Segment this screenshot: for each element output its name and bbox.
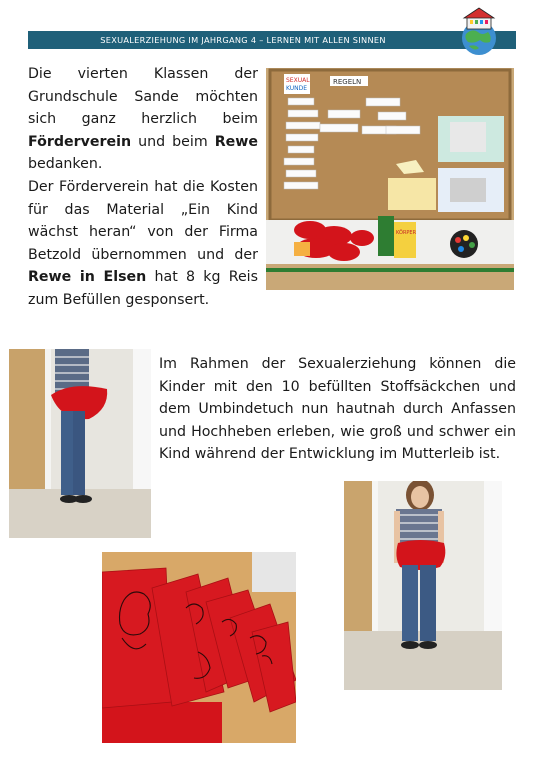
intro-bold-rewe: Rewe: [214, 133, 258, 150]
intro-text: und beim: [131, 133, 215, 150]
intro-paragraph: [28, 63, 258, 176]
sponsor-text: Der Förderverein hat die Kosten für das Material „Ein Kind wächst heran“ von der Firma Betzold übernommen und der: [28, 179, 258, 263]
photo-pinboard: [266, 68, 514, 290]
school-logo: [456, 6, 502, 56]
header-title: SEXUALERZIEHUNG IM JAHRGANG 4 – LERNEN MIT ALLEN SINNEN: [100, 35, 386, 45]
board-label-kunde: KUNDE: [286, 85, 308, 92]
board-label-sexual: SEXUAL: [286, 77, 310, 84]
photo-girl-with-cloth-right: [344, 481, 502, 690]
photo-fabric-bags: [102, 552, 296, 743]
intro-text: bedanken.: [28, 156, 103, 172]
sponsor-paragraph: [28, 176, 258, 311]
sponsor-text: hat 8 kg Reis zum Befüllen gesponsert.: [28, 269, 259, 308]
header-bar: [28, 31, 516, 49]
photo-girl-with-cloth-left: [9, 349, 151, 538]
sponsor-bold-rewe-elsen: Rewe in Elsen: [28, 269, 147, 285]
book-title: KÖRPER: [396, 230, 417, 236]
board-label-regeln: REGELN: [333, 78, 362, 86]
intro-bold-foerderverein: Förderverein: [28, 133, 132, 150]
intro-text: Die vierten Klassen der Grundschule Sande möchten sich ganz herzlich beim: [28, 66, 258, 127]
description-paragraph: Im Rahmen der Sexualerziehung können die Kinder mit den 10 befüllten Stoffsäckchen und dem Umbindetuch nun hautnah durch Anfassen und Hochheben erleben, wie groß und schwer ein Kind während der Entwicklung im Mutterleib ist.: [159, 356, 516, 462]
